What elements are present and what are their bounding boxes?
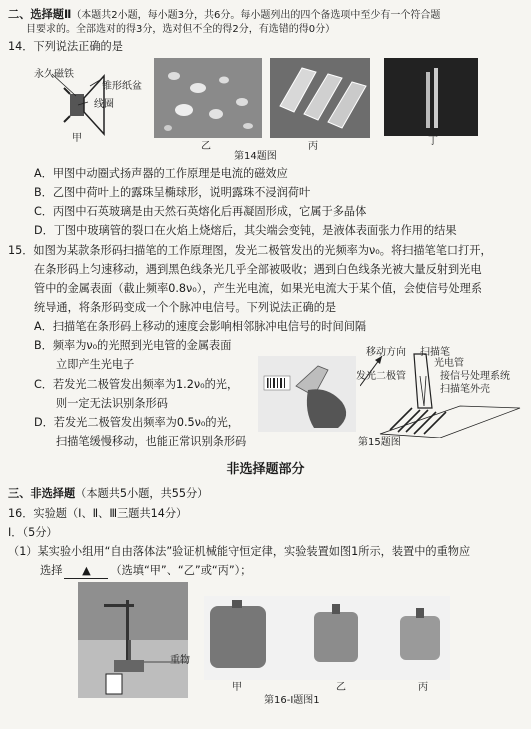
label-signal: 接信号处理系统 bbox=[440, 371, 510, 382]
q15-option-d-line-1: D．若发光二极管发出频率为0.5ν₀的光， bbox=[34, 416, 239, 429]
section-instructions: （本题共2小题，每小题3分，共6分。每小题列出的四个备选项中至少有一个符合题 bbox=[71, 10, 441, 21]
weight-bing-hook bbox=[416, 608, 424, 618]
section-title: 二、选择题Ⅱ bbox=[8, 8, 72, 21]
q16-part1: Ⅰ．（5分） bbox=[8, 526, 58, 539]
hand-shape bbox=[307, 389, 346, 428]
label-weight-jia: 甲 bbox=[232, 682, 242, 693]
q14-option-d: D．丁图中玻璃管的裂口在火焰上烧熔后，其尖端会变钝，是液体表面张力作用的结果 bbox=[34, 224, 457, 237]
section-header bbox=[8, 7, 440, 23]
magnet-shape bbox=[70, 94, 84, 116]
q16-title: 16．实验题（Ⅰ、Ⅱ、Ⅲ三题共14分） bbox=[8, 507, 188, 520]
glass-plates-image bbox=[270, 58, 370, 138]
section-instructions-line2: 目要求的。全部选对的得3分，选对但不全的得2分，有选错的得0分） bbox=[26, 24, 336, 35]
q15-option-d-line-2: 扫描笔缓慢移动，也能正常识别条形码 bbox=[56, 435, 247, 448]
paper-outline bbox=[380, 406, 520, 438]
drop bbox=[219, 77, 229, 84]
label-cone: 锥形纸盆 bbox=[102, 81, 142, 92]
wall-shape bbox=[78, 582, 188, 640]
label-coil: 线圈 bbox=[94, 99, 114, 110]
frame-shape bbox=[64, 88, 70, 122]
label-magnet: 永久磁铁 bbox=[34, 69, 74, 80]
q14-figure-ding bbox=[384, 58, 478, 136]
weight-jia-hook bbox=[232, 600, 242, 608]
q16-weights-photo bbox=[204, 596, 450, 680]
drop bbox=[175, 104, 193, 116]
q14-figure-yi bbox=[154, 58, 262, 138]
q15-stem-line-3: 管中的金属表面（截止频率0.8ν₀），产生光电流，如果光电流大于某个值，会使信号处理系 bbox=[34, 282, 483, 295]
drop bbox=[209, 109, 223, 119]
q15-option-a: A．扫描笔在条形码上移动的速度会影响相邻脉冲电信号的时间间隔 bbox=[34, 320, 367, 333]
apparatus-drawing bbox=[78, 582, 188, 698]
section3-instructions: （本题共5小题，共55分） bbox=[75, 487, 209, 500]
light-ray bbox=[424, 376, 426, 406]
drop bbox=[236, 98, 248, 106]
clamp bbox=[128, 640, 131, 660]
q14-caption: 第14题图 bbox=[234, 151, 277, 162]
drop bbox=[164, 125, 172, 131]
barcode-shape bbox=[264, 376, 290, 390]
section3-header bbox=[8, 486, 208, 501]
answer-blank[interactable]: ▲ bbox=[64, 563, 108, 579]
drop bbox=[190, 83, 206, 93]
q16-sub1-line-2 bbox=[40, 563, 251, 579]
weights-drawing bbox=[204, 596, 450, 680]
label-yi: 乙 bbox=[201, 141, 211, 152]
q14-figure-bing bbox=[270, 58, 370, 138]
q14-option-c: C．丙图中石英玻璃是由天然石英熔化后再凝固形成，它属于多晶体 bbox=[34, 205, 367, 218]
scanner-photo-drawing bbox=[258, 356, 356, 432]
q15-option-c-line-2: 则一定无法识别条形码 bbox=[56, 397, 168, 410]
tube-right bbox=[434, 68, 438, 128]
q15-stem-line-2: 在条形码上匀速移动，遇到黑色线条光几乎全部被吸收；遇到白色线条光被大量反射到光电 bbox=[34, 263, 482, 276]
q16-apparatus-photo bbox=[78, 582, 188, 698]
section3-title: 三、非选择题 bbox=[8, 487, 76, 500]
weight-jia-shape bbox=[210, 606, 266, 668]
label-weight-yi: 乙 bbox=[336, 682, 346, 693]
q14-figure-jia bbox=[34, 58, 152, 146]
weight-yi-hook bbox=[332, 604, 340, 614]
part-title: 非选择题部分 bbox=[226, 462, 305, 477]
q14-option-b: B．乙图中荷叶上的露珠呈椭球形，说明露珠不浸润荷叶 bbox=[34, 186, 311, 199]
weight-yi-shape bbox=[314, 612, 358, 662]
weight-box bbox=[106, 674, 122, 694]
q16-sub1-line-1: （1）某实验小组用“自由落体法”验证机械能守恒定律，实验装置如图1所示，装置中的重物应 bbox=[8, 545, 471, 558]
q15-stem-line-4: 统导通，将条形码变成一个个脉冲电信号。下列说法正确的是 bbox=[34, 301, 337, 314]
light-ray bbox=[420, 376, 424, 406]
label-direction: 移动方向 bbox=[366, 347, 406, 358]
dew-drops-image bbox=[154, 58, 262, 138]
q15-option-c-line-1: C．若发光二极管发出频率为1.2ν₀的光， bbox=[34, 378, 239, 391]
base-block bbox=[114, 660, 144, 672]
q16-sub1-post: （选填“甲”、“乙”或“丙”）； bbox=[110, 564, 252, 577]
q14-option-a: A．甲图中动圈式扬声器的工作原理是电流的磁效应 bbox=[34, 167, 288, 180]
q15-caption: 第15题图 bbox=[358, 437, 401, 448]
weight-bing-shape bbox=[400, 616, 440, 660]
q15-option-b-line-1: B．频率为ν₀的光照到光电管的金属表面 bbox=[34, 339, 232, 352]
drop bbox=[168, 72, 180, 80]
q15-option-b-line-2: 立即产生光电子 bbox=[56, 358, 135, 371]
label-weight: 重物 bbox=[170, 655, 190, 666]
q15-scanner-photo bbox=[258, 356, 356, 432]
stand-arm bbox=[104, 604, 134, 607]
label-phototube: 光电管 bbox=[434, 358, 464, 369]
q15-stem-line-1: 15．如图为某款条形码扫描笔的工作原理图，发光二极管发出的光频率为ν₀。将扫描笔笔口打开， bbox=[8, 244, 492, 257]
glass-tube-image bbox=[384, 58, 478, 136]
label-weight-bing: 丙 bbox=[418, 682, 428, 693]
tube-left bbox=[426, 72, 430, 128]
label-jia: 甲 bbox=[72, 133, 82, 144]
q16-sub1-pre: 选择 bbox=[40, 564, 63, 577]
label-led: 发光二极管 bbox=[356, 371, 406, 382]
label-ding: 丁 bbox=[428, 136, 438, 147]
drop bbox=[243, 123, 253, 129]
label-pen: 扫描笔 bbox=[420, 347, 450, 358]
q14-stem: 14．下列说法正确的是 bbox=[8, 40, 123, 53]
label-bing: 丙 bbox=[308, 141, 318, 152]
q16-caption: 第16-Ⅰ题图1 bbox=[264, 695, 320, 706]
label-shell: 扫描笔外壳 bbox=[440, 384, 490, 395]
